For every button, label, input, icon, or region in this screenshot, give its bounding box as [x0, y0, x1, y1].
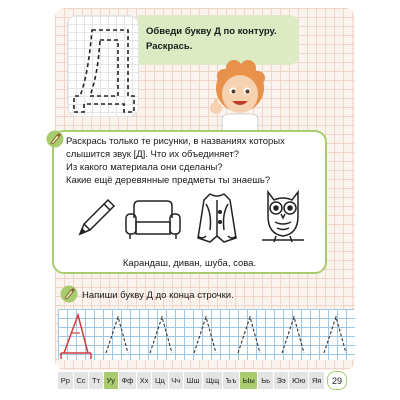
- pencil-icon: [72, 194, 120, 242]
- alphabet-letter-cell: Ьь: [258, 372, 272, 389]
- dashed-letter-d-icon: [68, 16, 140, 118]
- brush-icon: [60, 285, 78, 303]
- task-writing-text: Напиши букву Д до конца строчки.: [82, 290, 234, 301]
- task-coloring-line: Раскрась только те рисунки, в названиях которых: [66, 136, 285, 147]
- alphabet-navigation-bar: [58, 372, 324, 389]
- task-coloring-line: Какие ещё деревянные предметы ты знаешь?: [66, 175, 271, 186]
- alphabet-letter-cell: Ъъ: [223, 372, 239, 389]
- letter-d-trace-guides: [58, 309, 355, 360]
- task-coloring-answer: Карандаш, диван, шуба, сова.: [122, 258, 257, 269]
- alphabet-letter-cell: Рр: [58, 372, 73, 389]
- alphabet-letter-cell: Уу: [104, 372, 118, 389]
- alphabet-letter-cell: Хх: [137, 372, 151, 389]
- alphabet-letter-cell: Цц: [152, 372, 167, 389]
- fur-coat-icon: [192, 190, 242, 246]
- alphabet-letter-cell: Тт: [89, 372, 102, 389]
- task-coloring-line: Из какого материала они сделаны?: [66, 162, 223, 173]
- alphabet-letter-cell: Чч: [169, 372, 183, 389]
- alphabet-letter-cell: Щщ: [203, 372, 222, 389]
- task-coloring-line: слышится звук [Д]. Что их объединяет?: [66, 149, 240, 160]
- alphabet-letter-cell: Ээ: [274, 372, 289, 389]
- brush-icon: [46, 130, 64, 148]
- alphabet-letter-cell: Фф: [119, 372, 136, 389]
- writing-practice-row: [58, 309, 355, 360]
- boy-thumbs-up-illustration: [200, 58, 270, 136]
- task-trace-line2: Раскрась.: [146, 41, 193, 52]
- task-coloring-text: [66, 135, 316, 187]
- alphabet-letter-cell: Юю: [289, 372, 308, 389]
- alphabet-letter-cell: Сс: [74, 372, 89, 389]
- trace-letter-box: [67, 15, 139, 117]
- alphabet-letter-cell: Шш: [184, 372, 202, 389]
- alphabet-letter-cell: Яя: [309, 372, 324, 389]
- alphabet-letter-cell: Ыы: [240, 372, 257, 389]
- sofa-icon: [124, 198, 182, 242]
- task-trace-line1: Обведи букву Д по контуру.: [146, 26, 277, 37]
- task-writing-header: [60, 288, 320, 303]
- owl-icon: [258, 186, 308, 248]
- page-number: 29: [327, 371, 347, 390]
- task-coloring-box: [52, 130, 327, 274]
